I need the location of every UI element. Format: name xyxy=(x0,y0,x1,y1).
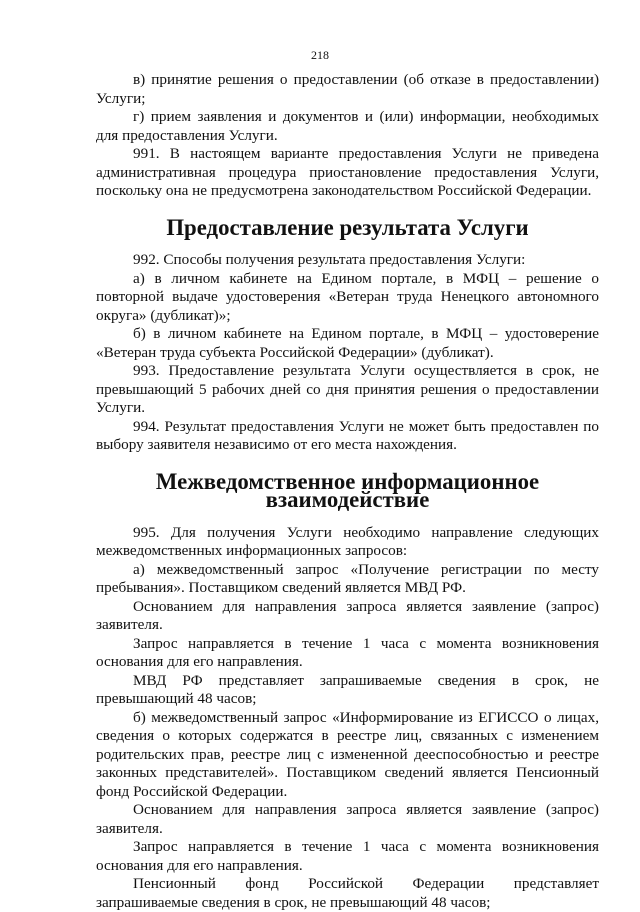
paragraph-992-a: а) в личном кабинете на Едином портале, в МФЦ – решение о повторной выдаче удостоверения «Ветеран труда Ненецкого автономного округа» (дубликат)»; xyxy=(96,269,599,324)
paragraph-995-b: б) межведомственный запрос «Информирование из ЕГИССО о лицах, сведения о которых содержатся в реестре лиц, связанных с изменением родительских прав, реестре лиц с измененной дееспособностью и реестре законных представителей». Поставщиком сведений является Пенсионный фонд Российской Федерации. xyxy=(96,708,599,800)
paragraph-993: 993. Предоставление результата Услуги осуществляется в срок, не превышающий 5 рабочих дней со дня принятия решения о предоставлении Услуги. xyxy=(96,362,599,416)
paragraph-995: 995. Для получения Услуги необходимо направление следующих межведомственных информационных запросов: xyxy=(96,523,599,559)
section-heading-interagency: Межведомственное информационное взаимодействие xyxy=(155,468,540,512)
paragraph-v-decision: в) принятие решения о предоставлении (об отказе в предоставлении) Услуги; xyxy=(96,71,599,107)
paragraph-timing-a: Запрос направляется в течение 1 часа с момента возникновения основания для его направления. xyxy=(96,634,599,670)
paragraph-pfr-deadline: Пенсионный фонд Российской Федерации представляет запрашиваемые сведения в срок, не превышающий 48 часов; xyxy=(96,875,599,911)
paragraph-992-b: б) в личном кабинете на Едином портале, в МФЦ – удостоверение «Ветеран труда субъекта Российской Федерации» (дубликат). xyxy=(96,325,599,361)
page-number: 218 xyxy=(311,48,329,62)
paragraph-992: 992. Способы получения результата предоставления Услуги: xyxy=(133,251,526,268)
paragraph-g-application: г) прием заявления и документов и (или) информации, необходимых для предоставления Услуги. xyxy=(96,108,599,144)
paragraph-994: 994. Результат предоставления Услуги не может быть предоставлен по выбору заявителя независимо от его места нахождения. xyxy=(96,417,599,453)
paragraph-995-a: а) межведомственный запрос «Получение регистрации по месту пребывания». Поставщиком сведений является МВД РФ. xyxy=(96,560,599,596)
paragraph-mvd-deadline: МВД РФ представляет запрашиваемые сведения в срок, не превышающий 48 часов; xyxy=(96,671,599,707)
paragraph-timing-b: Запрос направляется в течение 1 часа с момента возникновения основания для его направления. xyxy=(96,838,599,874)
section-heading-result: Предоставление результата Услуги xyxy=(166,214,529,240)
paragraph-991: 991. В настоящем варианте предоставления Услуги не приведена административная процедура приостановление предоставления Услуги, поскольку она не предусмотрена законодательством Российской Федерации. xyxy=(96,145,599,199)
paragraph-basis-b: Основанием для направления запроса является заявление (запрос) заявителя. xyxy=(96,801,599,837)
document-body xyxy=(96,71,599,912)
paragraph-basis-a: Основанием для направления запроса является заявление (запрос) заявителя. xyxy=(96,597,599,633)
